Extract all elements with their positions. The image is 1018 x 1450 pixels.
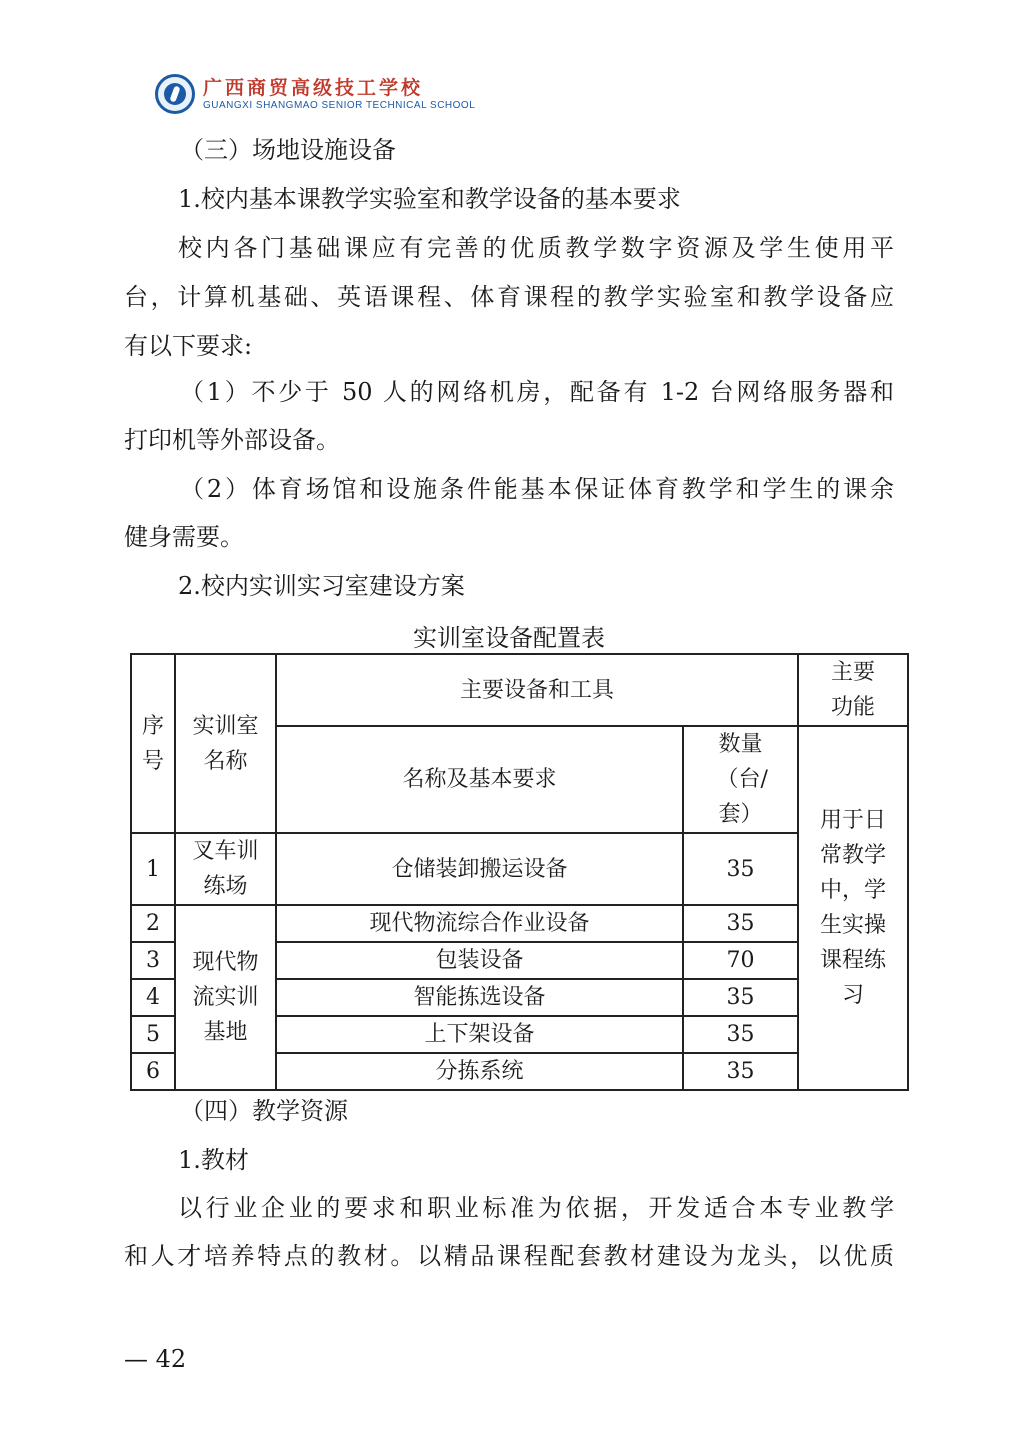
row-equip-name: 智能拣选设备 <box>276 979 683 1016</box>
row-equip-name: 仓储装卸搬运设备 <box>276 833 683 905</box>
para2-line1: 以行业企业的要求和职业标准为依据，开发适合本专业教学 <box>178 1194 894 1222</box>
section4-title: （四）教学资源 <box>180 1097 348 1125</box>
header-room-name: 实训室名称 <box>175 654 276 833</box>
item2-title: 2.校内实训实习室建设方案 <box>178 572 465 600</box>
textbook-title: 1.教材 <box>178 1146 249 1174</box>
row-equip-name: 分拣系统 <box>276 1053 683 1090</box>
equipment-table <box>130 653 909 1091</box>
row-seq: 1 <box>131 833 175 905</box>
page-number: — 42 <box>124 1345 187 1373</box>
req2-line1: （2）体育场馆和设施条件能基本保证体育教学和学生的课余 <box>180 475 894 503</box>
header-equipment-group: 主要设备和工具 <box>276 654 798 726</box>
school-name-cn: 广西商贸高级技工学校 <box>203 76 424 99</box>
para2-line2: 和人才培养特点的教材。以精品课程配套教材建设为龙头，以优质 <box>124 1242 894 1270</box>
page-header <box>155 72 475 116</box>
para1-line1: 校内各门基础课应有完善的优质教学数字资源及学生使用平 <box>178 234 894 262</box>
school-name-en: GUANGXI SHANGMAO SENIOR TECHNICAL SCHOOL <box>203 99 476 111</box>
room-name-cell: 叉车训练场 <box>175 833 276 905</box>
row-qty: 70 <box>683 942 798 979</box>
table-caption: 实训室设备配置表 <box>413 624 605 652</box>
section3-title: （三）场地设施设备 <box>180 136 396 164</box>
header-seq: 序号 <box>131 654 175 833</box>
para1-line2: 台，计算机基础、英语课程、体育课程的教学实验室和教学设备应 <box>124 283 894 311</box>
req1-line2: 打印机等外部设备。 <box>124 426 340 454</box>
row-seq: 4 <box>131 979 175 1016</box>
header-function: 主要功能 <box>798 654 908 726</box>
school-logo-icon <box>155 74 195 114</box>
row-qty: 35 <box>683 1053 798 1090</box>
table-row <box>131 833 908 905</box>
header-equip-name: 名称及基本要求 <box>276 726 683 833</box>
room-name-cell: 现代物流实训基地 <box>175 905 276 1090</box>
table-row <box>131 905 908 942</box>
row-equip-name: 包装设备 <box>276 942 683 979</box>
school-name <box>203 77 475 112</box>
para1-line3: 有以下要求: <box>124 332 253 360</box>
row-equip-name: 上下架设备 <box>276 1016 683 1053</box>
row-qty: 35 <box>683 1016 798 1053</box>
row-seq: 3 <box>131 942 175 979</box>
header-quantity: 数量（台/套） <box>683 726 798 833</box>
item1-title: 1.校内基本课教学实验室和教学设备的基本要求 <box>178 185 681 213</box>
function-cell: 用于日常教学中，学生实操课程练习 <box>798 726 908 1090</box>
row-qty: 35 <box>683 833 798 905</box>
row-seq: 6 <box>131 1053 175 1090</box>
row-qty: 35 <box>683 979 798 1016</box>
row-seq: 5 <box>131 1016 175 1053</box>
req1-line1: （1）不少于 50 人的网络机房，配备有 1-2 台网络服务器和 <box>180 378 894 406</box>
row-seq: 2 <box>131 905 175 942</box>
req2-line2: 健身需要。 <box>124 523 244 551</box>
row-equip-name: 现代物流综合作业设备 <box>276 905 683 942</box>
row-qty: 35 <box>683 905 798 942</box>
